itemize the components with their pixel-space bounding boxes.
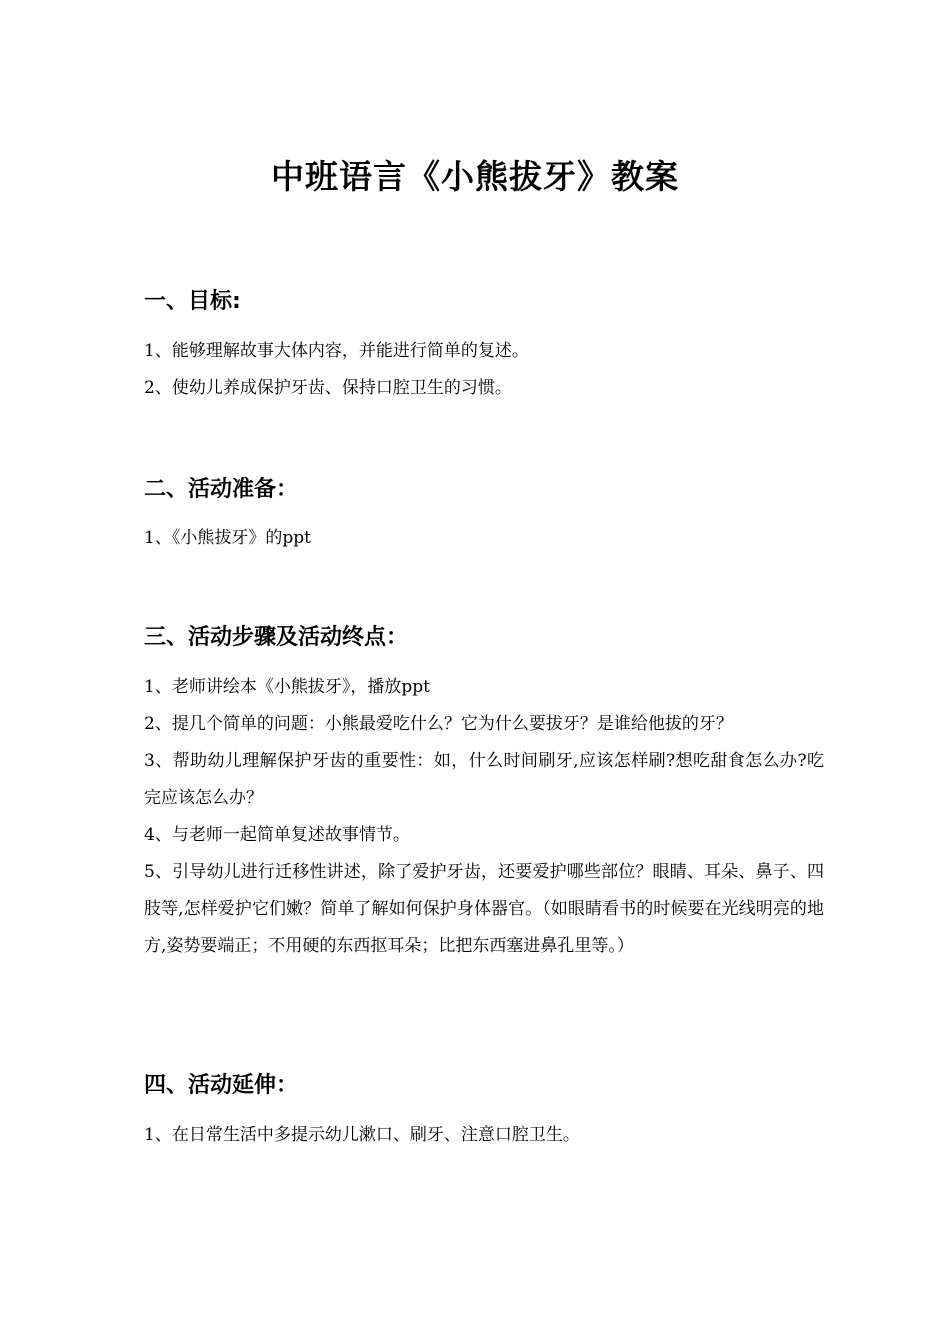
list-item: 2、使幼儿养成保护牙齿、保持口腔卫生的习惯。 bbox=[144, 378, 512, 398]
list-item: 3、帮助幼儿理解保护牙齿的重要性：如，什么时间刷牙,应该怎样刷?想吃甜食怎么办?吃完应该怎么办？ bbox=[144, 751, 824, 808]
section-heading-goals: 一、目标: bbox=[144, 289, 241, 314]
list-item: 2、提几个简单的问题：小熊最爱吃什么？它为什么要拔牙？是谁给他拔的牙？ bbox=[144, 714, 733, 734]
section-body-preparation bbox=[144, 520, 824, 557]
section-body-steps bbox=[144, 669, 824, 965]
document-title: 中班语言《小熊拔牙》教案 bbox=[271, 157, 679, 196]
list-item: 1、在日常生活中多提示幼儿漱口、刷牙、注意口腔卫生。 bbox=[144, 1125, 580, 1145]
section-heading-steps: 三、活动步骤及活动终点： bbox=[144, 625, 409, 650]
list-item: 1、《小熊拔牙》的ppt bbox=[144, 528, 311, 548]
section-body-extension bbox=[144, 1117, 824, 1154]
list-item: 1、能够理解故事大体内容，并能进行简单的复述。 bbox=[144, 341, 529, 361]
list-item: 4、与老师一起简单复述故事情节。 bbox=[144, 825, 410, 845]
list-item: 1、老师讲绘本《小熊拔牙》，播放ppt bbox=[144, 677, 430, 697]
section-heading-extension: 四、活动延伸： bbox=[144, 1073, 299, 1098]
section-body-goals bbox=[144, 333, 824, 407]
section-heading-preparation: 二、活动准备： bbox=[144, 477, 299, 502]
list-item: 5、引导幼儿进行迁移性讲述，除了爱护牙齿，还要爱护哪些部位？眼睛、耳朵、鼻子、四肢等,怎样爱护它们嫩？简单了解如何保护身体器官。（如眼睛看书的时候要在光线明亮的地方,姿势要端正；不用硬的东西抠耳朵；比把东西塞进鼻孔里等。） bbox=[144, 862, 824, 956]
